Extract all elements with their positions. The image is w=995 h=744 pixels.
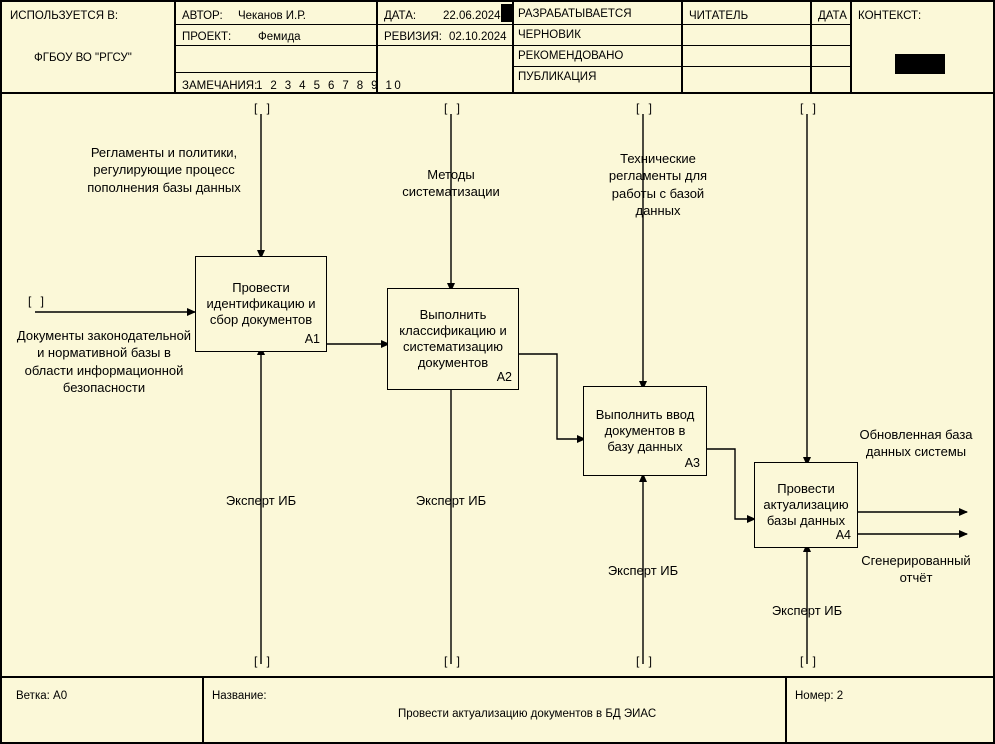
- mechanism-label-1: Эксперт ИБ: [225, 493, 297, 508]
- control-label-1: Регламенты и политики, регулирующие процесс пополнения базы данных: [87, 145, 241, 195]
- status-recommended: РЕКОМЕНДОВАНО: [518, 50, 624, 62]
- context-label: КОНТЕКСТ:: [858, 10, 922, 22]
- status-draft: ЧЕРНОВИК: [518, 29, 581, 41]
- footer-diagram-title: Провести актуализацию документов в БД ЭИАС: [398, 708, 657, 720]
- output-label-1: Обновленная база данных системы: [859, 427, 973, 460]
- status-row-line-2: [512, 45, 850, 46]
- footer-branch: Ветка: A0: [16, 690, 68, 702]
- control-label-2: Методы систематизации: [402, 167, 500, 200]
- tunnel-tick-control-2: [ ]: [444, 101, 464, 115]
- activity-code-a2: A2: [496, 370, 512, 385]
- activity-title-a3: Выполнить ввод документов в базу данных: [595, 406, 695, 455]
- output-label-2: Сгенерированный отчёт: [861, 553, 971, 586]
- activity-code-a1: A1: [304, 332, 320, 347]
- header-divider-4: [681, 2, 683, 94]
- mechanism-label-4: Эксперт ИБ: [771, 603, 843, 618]
- header-divider-5: [810, 2, 812, 94]
- activity-title-a2: Выполнить классификацию и систематизацию документов: [399, 306, 507, 371]
- header-divider-1: [174, 2, 176, 94]
- tunnel-tick-control-3: [ ]: [636, 101, 656, 115]
- notes-line: [174, 72, 376, 73]
- title-block-footer: [2, 676, 993, 742]
- footer-divider-1: [202, 678, 204, 744]
- date-value: 22.06.2024: [443, 10, 501, 22]
- tunnel-tick-control-1: [ ]: [254, 101, 274, 115]
- input-label-1: Документы законодательной и нормативной базы в области информационной безопасности: [16, 328, 192, 395]
- project-line: [174, 45, 512, 46]
- project-label: ПРОЕКТ:: [182, 31, 232, 43]
- activity-title-a1: Провести идентификацию и сбор документов: [206, 279, 316, 328]
- diagram-canvas: [2, 94, 993, 678]
- reader-date-label: ДАТА: [818, 10, 847, 22]
- activity-box-a1[interactable]: [195, 256, 327, 352]
- tunnel-tick-mech-1: [ ]: [254, 654, 274, 668]
- revision-label: РЕВИЗИЯ:: [384, 31, 442, 43]
- control-label-3: Технические регламенты для работы с базой данных: [608, 151, 708, 218]
- tunnel-tick-mech-2: [ ]: [444, 654, 464, 668]
- author-value: Чеканов И.Р.: [238, 10, 306, 22]
- mechanism-label-3: Эксперт ИБ: [607, 563, 679, 578]
- activity-code-a3: A3: [684, 456, 700, 471]
- organization-name: ФГБОУ ВО "РГСУ": [34, 52, 132, 64]
- tunnel-tick-mech-4: [ ]: [800, 654, 820, 668]
- author-line: [174, 24, 512, 25]
- tunnel-tick-input-1: [ ]: [28, 294, 48, 308]
- tunnel-tick-mech-3: [ ]: [636, 654, 656, 668]
- status-row-line-3: [512, 66, 850, 67]
- title-block-header: [2, 2, 993, 94]
- context-thumbnail: [895, 54, 945, 74]
- activity-code-a4: A4: [835, 528, 851, 543]
- notes-value: 1 2 3 4 5 6 7 8 9 10: [256, 80, 404, 92]
- author-label: АВТОР:: [182, 10, 223, 22]
- date-label: ДАТА:: [384, 10, 417, 22]
- footer-divider-2: [785, 678, 787, 744]
- activity-box-a2[interactable]: [387, 288, 519, 390]
- project-value: Фемида: [258, 31, 301, 43]
- activity-title-a4: Провести актуализацию базы данных: [763, 480, 849, 529]
- status-in-development: РАЗРАБАТЫВАЕТСЯ: [518, 8, 632, 20]
- revision-value: 02.10.2024: [449, 31, 507, 43]
- footer-name-label: Название:: [212, 690, 267, 702]
- mechanism-label-2: Эксперт ИБ: [415, 493, 487, 508]
- reader-line: [681, 24, 850, 25]
- status-publication: ПУБЛИКАЦИЯ: [518, 71, 597, 83]
- notes-label: ЗАМЕЧАНИЯ:: [182, 80, 258, 92]
- reader-label: ЧИТАТЕЛЬ: [689, 10, 749, 22]
- used-in-label: ИСПОЛЬЗУЕТСЯ В:: [10, 10, 119, 22]
- activity-box-a3[interactable]: [583, 386, 707, 476]
- activity-box-a4[interactable]: [754, 462, 858, 548]
- footer-number: Номер: 2: [795, 690, 844, 702]
- tunnel-tick-control-4: [ ]: [800, 101, 820, 115]
